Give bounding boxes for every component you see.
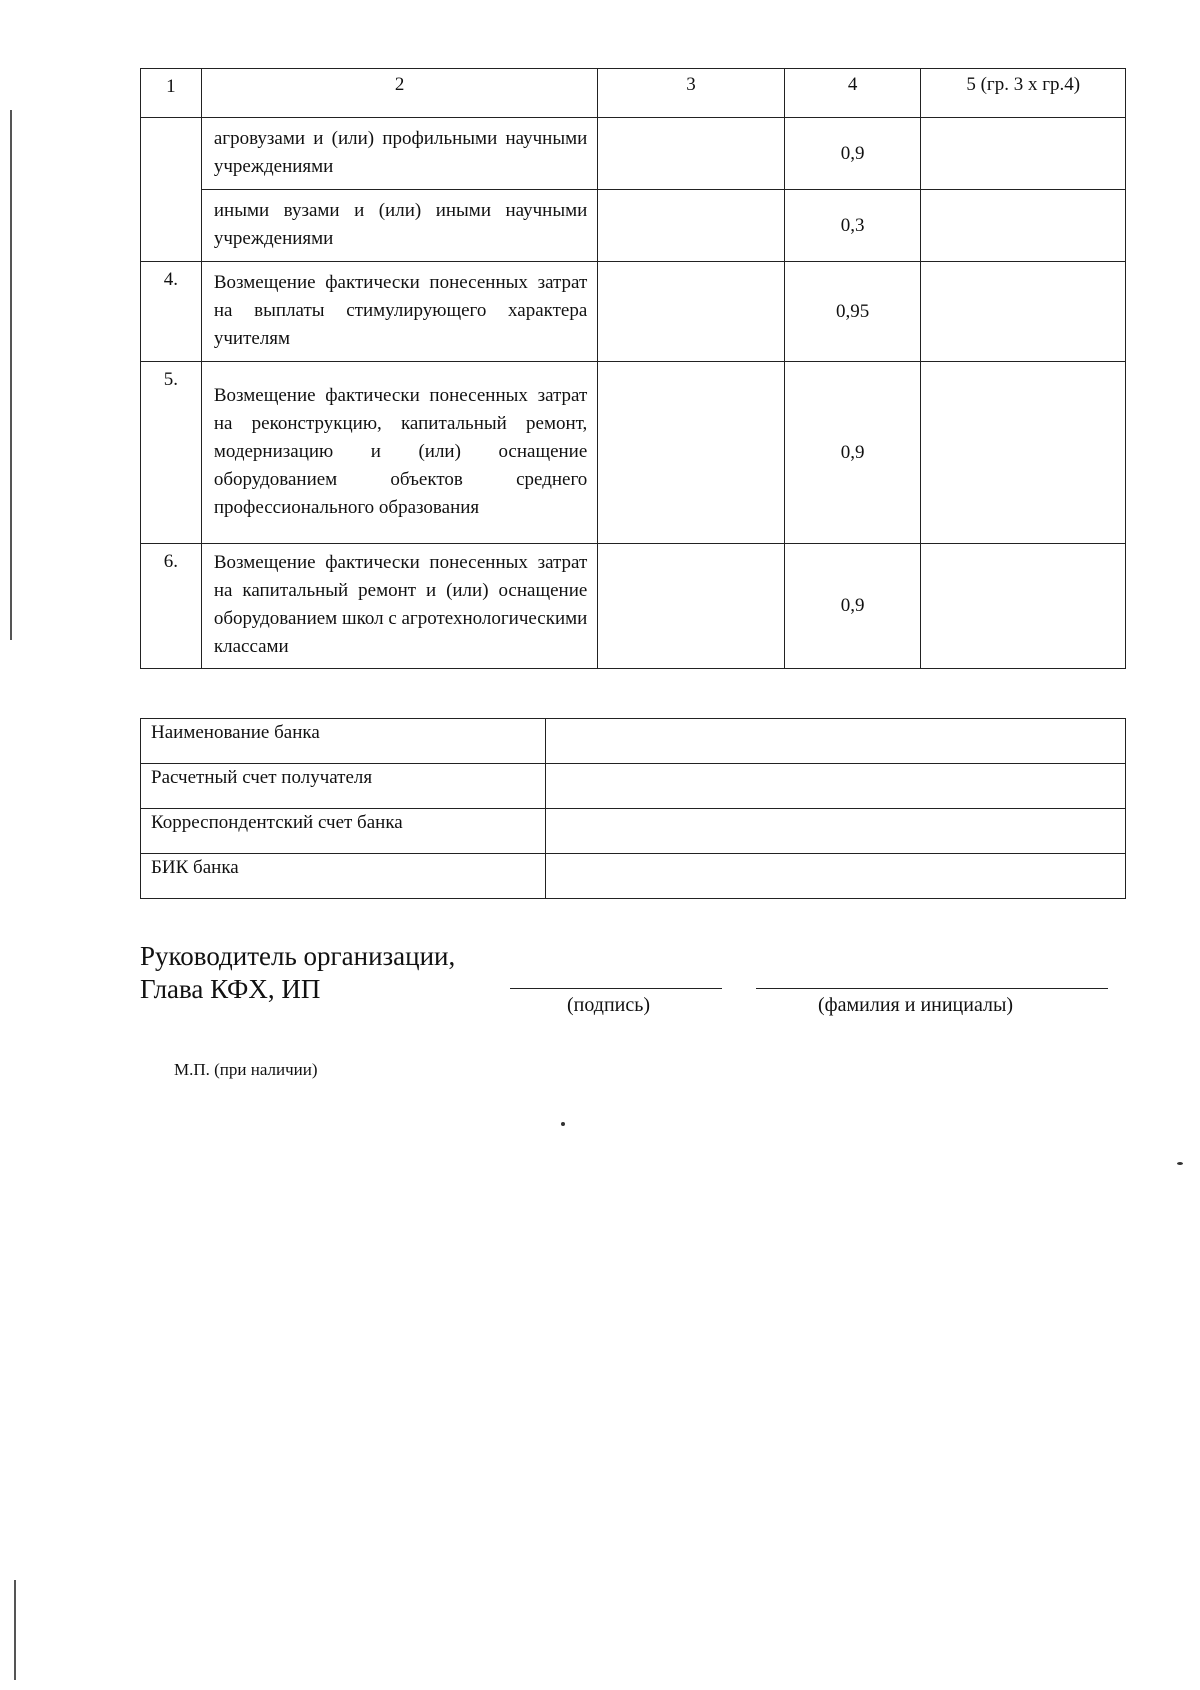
row-coefficient: 0,9 bbox=[784, 118, 921, 190]
correspondent-account-field[interactable] bbox=[546, 809, 1126, 854]
header-col-4: 4 bbox=[784, 69, 921, 118]
header-col-3: 3 bbox=[598, 69, 784, 118]
bank-name-label: Наименование банка bbox=[141, 719, 546, 764]
name-caption: (фамилия и инициалы) bbox=[818, 994, 1014, 1016]
row-number: 5. bbox=[141, 362, 202, 544]
row-description: иными вузами и (или) иными научными учреждениями bbox=[201, 190, 597, 262]
bik-label: БИК банка bbox=[141, 854, 546, 899]
bank-row bbox=[141, 854, 1126, 899]
stamp-note: М.П. (при наличии) bbox=[174, 1060, 318, 1079]
bank-row bbox=[141, 809, 1126, 854]
row-number: 6. bbox=[141, 544, 202, 669]
row-description: Возмещение фактически понесенных затрат на капитальный ремонт и (или) оснащение оборудованием школ с агротехнологическими классами bbox=[201, 544, 597, 669]
header-col-5: 5 (гр. 3 х гр.4) bbox=[921, 69, 1126, 118]
table-row bbox=[141, 190, 1126, 262]
row-col3-cell[interactable] bbox=[598, 262, 784, 362]
table-row bbox=[141, 362, 1126, 544]
name-line[interactable] bbox=[756, 988, 1108, 989]
row-number bbox=[141, 118, 202, 262]
table-row bbox=[141, 544, 1126, 669]
signature-line[interactable] bbox=[510, 988, 722, 989]
signer-title-line1: Руководитель организации, bbox=[140, 941, 456, 971]
scan-margin-line bbox=[10, 110, 12, 640]
row-col3-cell[interactable] bbox=[598, 190, 784, 262]
row-coefficient: 0,3 bbox=[784, 190, 921, 262]
signature-caption: (подпись) bbox=[567, 994, 651, 1016]
bank-name-field[interactable] bbox=[546, 719, 1126, 764]
correspondent-account-label: Корреспондентский счет банка bbox=[141, 809, 546, 854]
row-col3-cell[interactable] bbox=[598, 544, 784, 669]
row-col5-cell[interactable] bbox=[921, 190, 1126, 262]
row-coefficient: 0,9 bbox=[784, 362, 921, 544]
row-description: Возмещение фактически понесенных затрат на реконструкцию, капитальный ремонт, модернизацию и (или) оснащение оборудованием объектов среднего профессионального образования bbox=[201, 362, 597, 544]
signer-title-line2: Глава КФХ, ИП bbox=[140, 974, 321, 1004]
row-col5-cell[interactable] bbox=[921, 262, 1126, 362]
scan-margin-line bbox=[14, 1580, 16, 1680]
row-col3-cell[interactable] bbox=[598, 362, 784, 544]
table-row bbox=[141, 118, 1126, 190]
recipient-account-field[interactable] bbox=[546, 764, 1126, 809]
row-description: Возмещение фактически понесенных затрат на выплаты стимулирующего характера учителям bbox=[201, 262, 597, 362]
bank-details-table bbox=[140, 718, 1126, 899]
row-coefficient: 0,95 bbox=[784, 262, 921, 362]
table-row bbox=[141, 262, 1126, 362]
row-description: агровузами и (или) профильными научными учреждениями bbox=[201, 118, 597, 190]
scan-speck bbox=[1177, 1162, 1183, 1165]
row-col5-cell[interactable] bbox=[921, 362, 1126, 544]
bank-row bbox=[141, 719, 1126, 764]
table-header-row bbox=[141, 69, 1126, 118]
bank-row bbox=[141, 764, 1126, 809]
scan-speck bbox=[561, 1122, 565, 1126]
row-col3-cell[interactable] bbox=[598, 118, 784, 190]
row-number: 4. bbox=[141, 262, 202, 362]
row-col5-cell[interactable] bbox=[921, 544, 1126, 669]
header-col-2: 2 bbox=[201, 69, 597, 118]
recipient-account-label: Расчетный счет получателя bbox=[141, 764, 546, 809]
row-coefficient: 0,9 bbox=[784, 544, 921, 669]
row-col5-cell[interactable] bbox=[921, 118, 1126, 190]
subsidy-table bbox=[140, 68, 1126, 669]
bik-field[interactable] bbox=[546, 854, 1126, 899]
header-col-1: 1 bbox=[141, 69, 202, 118]
signer-block bbox=[140, 940, 455, 1006]
